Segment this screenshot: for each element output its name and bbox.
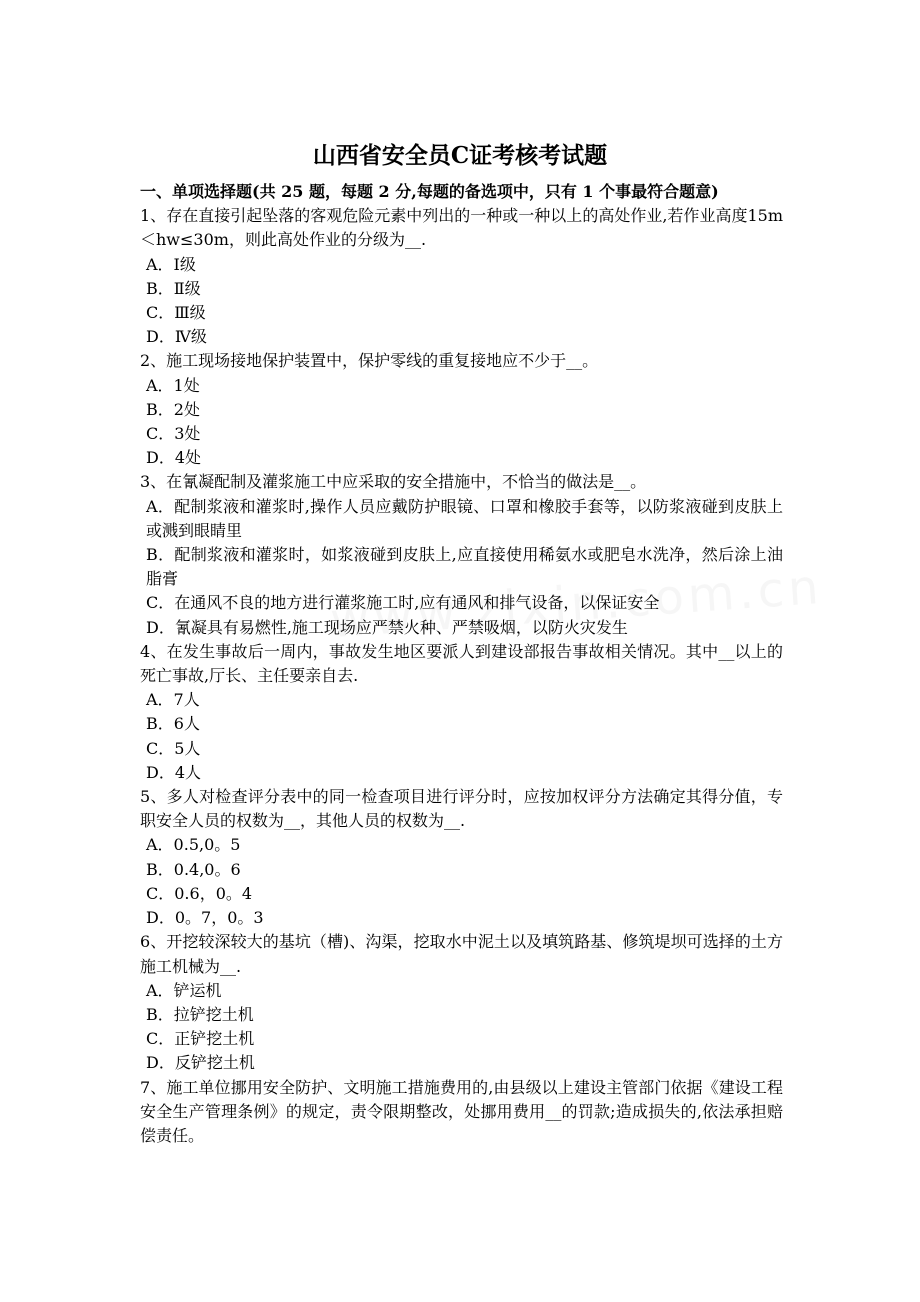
option-1-a: A．Ⅰ级 [146, 254, 196, 274]
option-5-a: A．0.5,0。5 [146, 835, 241, 855]
option-4-a: A．7人 [146, 690, 200, 710]
option-3-b: B．配制浆液和灌浆时，如浆液碰到皮肤上,应直接使用稀氨水或肥皂水洗净，然后涂上油脂膏 [146, 545, 783, 589]
option-6-d: D．反铲挖土机 [146, 1053, 255, 1073]
option-3-a: A．配制浆液和灌浆时,操作人员应戴防护眼镜、口罩和橡胶手套等，以防浆液碰到皮肤上或溅到眼睛里 [146, 496, 783, 540]
option-2-d: D．4处 [146, 448, 202, 468]
option-1-b: B．Ⅱ级 [146, 278, 201, 298]
option-4-d: D．4人 [146, 762, 202, 782]
option-1-d: D．Ⅳ级 [146, 327, 207, 347]
question-5: 5、多人对检查评分表中的同一检查项目进行评分时，应按加权评分方法确定其得分值，专职安全人员的权数为__，其他人员的权数为__. [140, 787, 783, 831]
option-5-c: C．0.6，0。4 [146, 883, 253, 903]
option-2-b: B．2处 [146, 399, 200, 419]
question-1: 1、存在直接引起坠落的客观危险元素中列出的一种或一种以上的高处作业,若作业高度15m＜hw≤30m，则此高处作业的分级为__. [140, 206, 783, 250]
option-2-c: C．3处 [146, 424, 201, 444]
option-4-c: C．5人 [146, 738, 201, 758]
section-header: 一、单项选择题(共 25 题，每题 2 分,每题的备选项中，只有 1 个事最符合题意) [140, 182, 719, 201]
page-title: 山西省安全员C证考核考试题 [312, 142, 608, 169]
option-3-d: D．氰凝具有易燃性,施工现场应严禁火种、严禁吸烟，以防火灾发生 [146, 617, 628, 637]
option-6-b: B．拉铲挖土机 [146, 1004, 254, 1024]
question-7: 7、施工单位挪用安全防护、文明施工措施费用的,由县级以上建设主管部门依据《建设工程安全生产管理条例》的规定，责令限期整改，处挪用费用__的罚款;造成损失的,依法承担赔偿责任。 [140, 1077, 783, 1145]
question-2: 2、施工现场接地保护装置中，保护零线的重复接地应不少于__。 [140, 351, 599, 371]
question-4: 4、在发生事故后一周内，事故发生地区要派人到建设部报告事故相关情况。其中__以上的死亡事故,厅长、主任要亲自去. [140, 641, 783, 686]
question-3: 3、在氰凝配制及灌浆施工中应采取的安全措施中，不恰当的做法是__。 [140, 472, 647, 492]
option-2-a: A．1处 [146, 375, 200, 395]
document-body [140, 180, 783, 1148]
option-6-c: C．正铲挖土机 [146, 1029, 255, 1049]
option-5-b: B．0.4,0。6 [146, 859, 241, 879]
option-4-b: B．6人 [146, 714, 200, 734]
option-5-d: D．0。7，0。3 [146, 908, 264, 928]
option-6-a: A．铲运机 [146, 980, 222, 1000]
question-6: 6、开挖较深较大的基坑（槽)、沟渠，挖取水中泥土以及填筑路基、修筑堤坝可选择的土方施工机械为__. [140, 932, 783, 976]
option-1-c: C．Ⅲ级 [146, 303, 206, 323]
option-3-c: C．在通风不良的地方进行灌浆施工时,应有通风和排气设备，以保证安全 [146, 593, 660, 613]
